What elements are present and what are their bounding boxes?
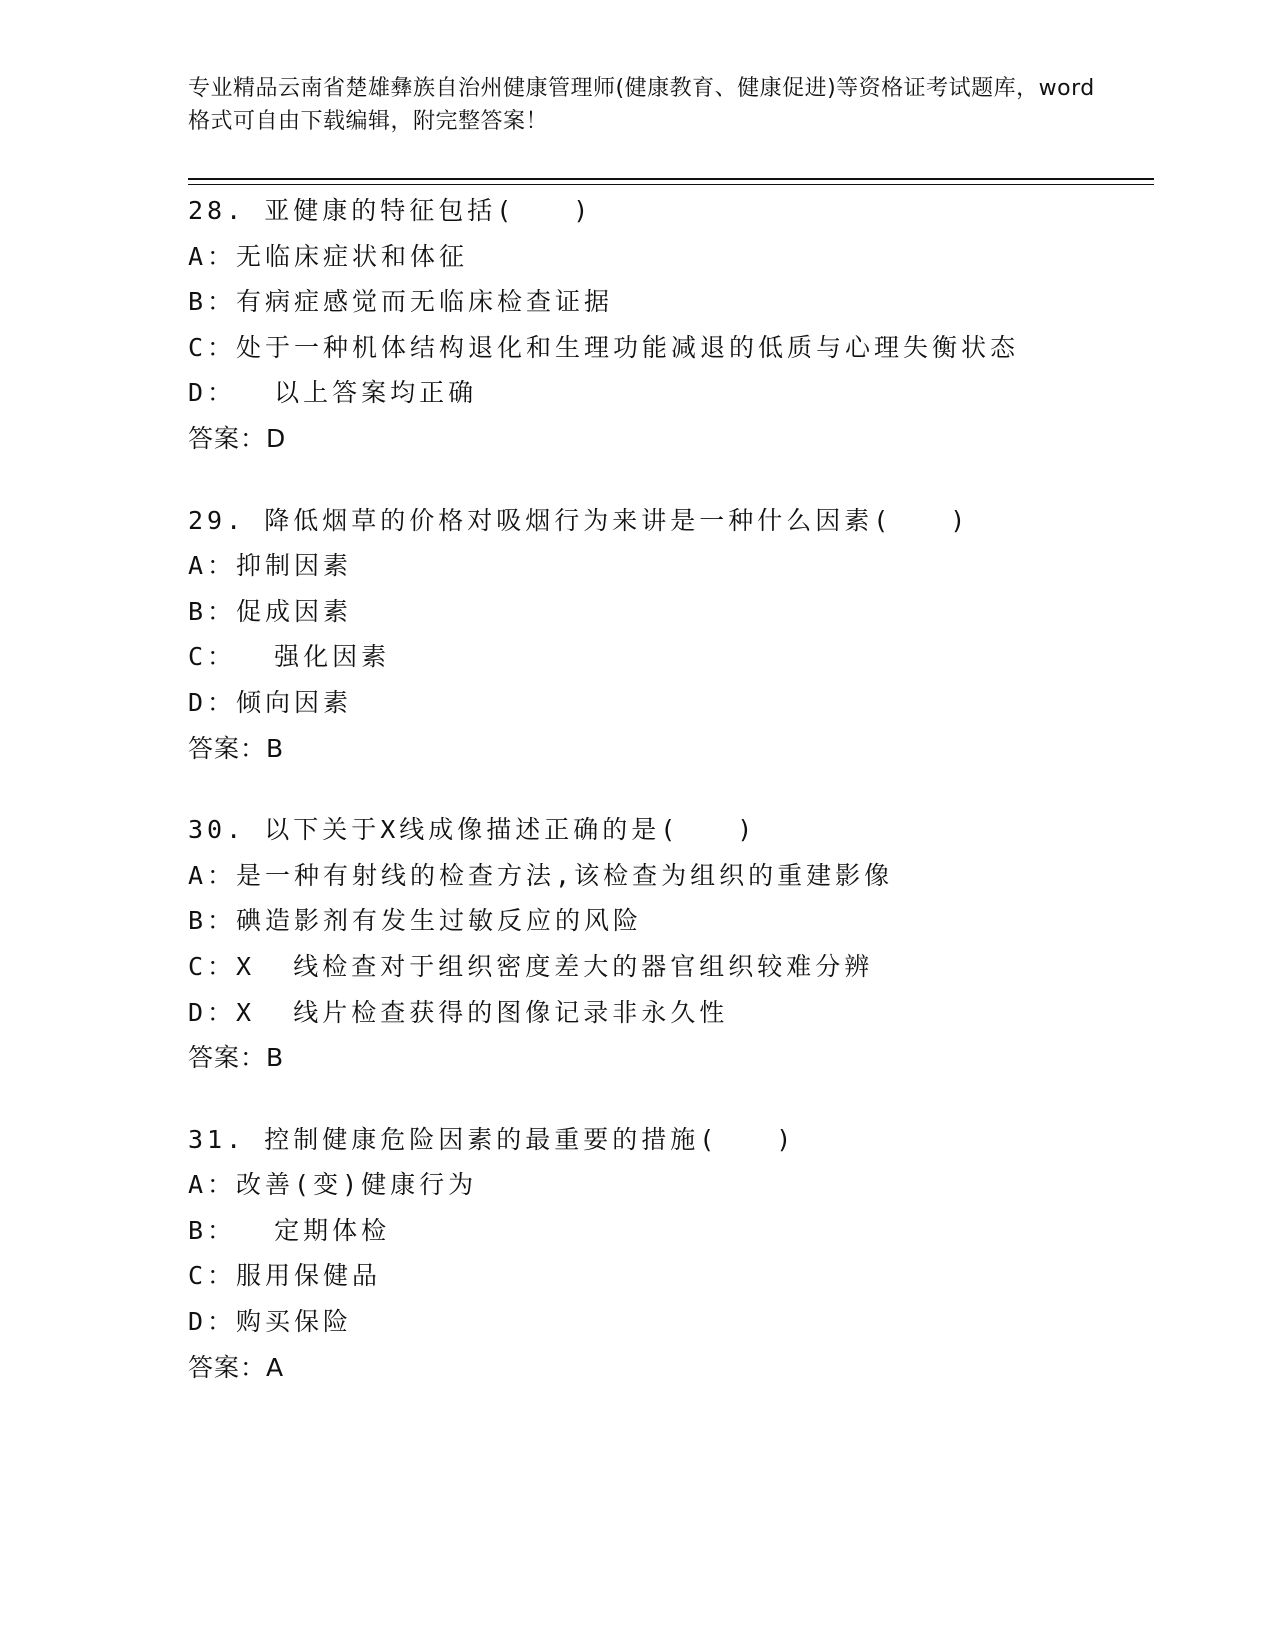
option-d: D：X 线片检查获得的图像记录非永久性 [188,997,729,1027]
question-stem: 31. 控制健康危险因素的最重要的措施( ) [188,1124,796,1154]
option-a: A：是一种有射线的检查方法,该检查为组织的重建影像 [188,860,894,890]
question-28 [188,188,1154,462]
option-b: B： 定期体检 [188,1215,391,1245]
answer-line: 答案：B [188,733,285,763]
option-c: C：服用保健品 [188,1261,382,1291]
question-30 [188,807,1154,1081]
answer-line: 答案：B [188,1043,285,1073]
document-header: 专业精品云南省楚雄彝族自治州健康管理师(健康教育、健康促进)等资格证考试题库，word格式可自由下载编辑，附完整答案！ [188,76,1095,134]
question-31 [188,1117,1154,1391]
option-b: B：有病症感觉而无临床检查证据 [188,287,614,317]
question-stem: 30. 以下关于X线成像描述正确的是( ) [188,815,757,845]
option-c: C： 强化因素 [188,642,391,672]
option-b: B：碘造影剂有发生过敏反应的风险 [188,906,643,936]
option-d: D：倾向因素 [188,687,353,717]
header-divider-thick [188,178,1154,180]
option-c: C：X 线检查对于组织密度差大的器官组织较难分辨 [188,951,874,981]
question-29 [188,498,1154,772]
option-a: A：改善(变)健康行为 [188,1170,478,1200]
option-c: C：处于一种机体结构退化和生理功能减退的低质与心理失衡状态 [188,332,1020,362]
question-stem: 28. 亚健康的特征包括( ) [188,196,593,225]
question-list [188,188,1154,1426]
option-a: A：无临床症状和体征 [188,241,469,271]
option-d: D：购买保险 [188,1307,353,1337]
question-stem: 29. 降低烟草的价格对吸烟行为来讲是一种什么因素( ) [188,505,970,535]
option-d: D： 以上答案均正确 [188,378,478,408]
answer-line: 答案：A [188,1352,285,1382]
header-divider-thin [188,184,1154,185]
option-a: A：抑制因素 [188,551,353,581]
answer-line: 答案：D [188,423,287,453]
option-b: B：促成因素 [188,596,353,626]
